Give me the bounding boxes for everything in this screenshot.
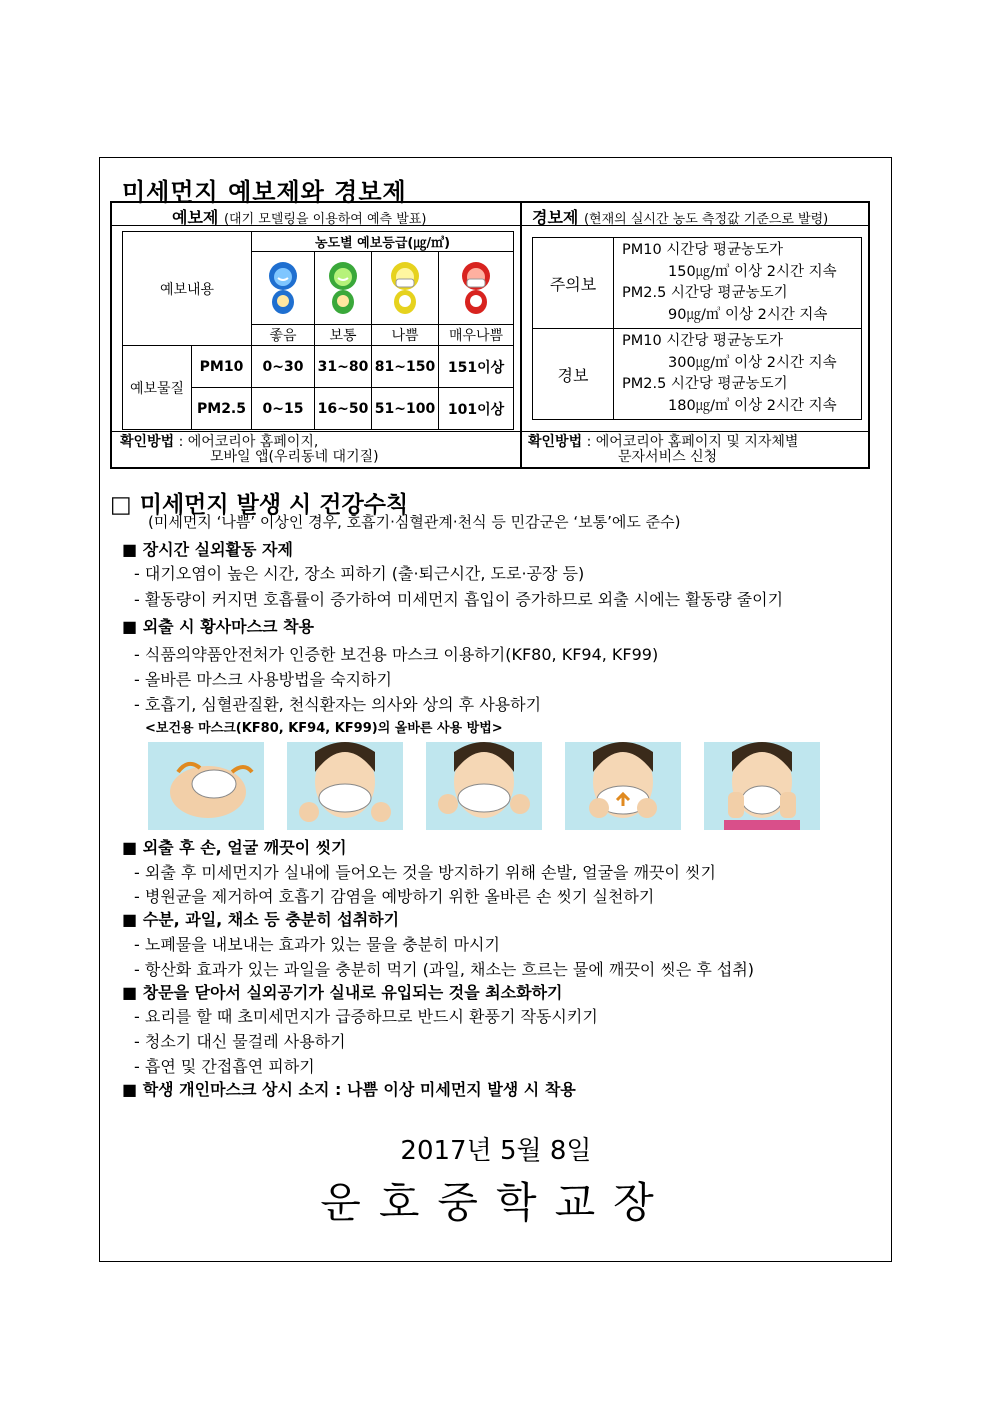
warning-line3: PM2.5 시간당 평균농도기 xyxy=(622,376,788,392)
pm10-bad: 81~150 xyxy=(372,346,439,388)
bullet-3-item-2: - 병원균을 제거하여 호흡기 감염을 예방하기 위한 올바른 손 씻기 실천하기 xyxy=(134,887,655,906)
document-date: 2017년 5월 8일 xyxy=(400,1136,592,1166)
alert-level-warning: 경보 xyxy=(533,329,614,420)
health-subtitle: (미세먼지 ‘나쁨’ 이상인 경우, 호흡기·심혈관계·천식 등 민감군은 ‘보통’에도 준수) xyxy=(148,513,681,531)
mask-caption: <보건용 마스크(KF80, KF94, KF99)의 올바른 사용 방법> xyxy=(145,721,503,736)
bullet-5-item-3: - 흡연 및 간접흡연 피하기 xyxy=(134,1057,315,1076)
mask-step-5-image xyxy=(704,742,820,830)
bullet-2-item-2: - 올바른 마스크 사용방법을 숙지하기 xyxy=(134,670,392,689)
school-principal: 운호중학교장 xyxy=(320,1178,672,1227)
bullet-1-item-1: - 대기오염이 높은 시간, 장소 피하기 (출·퇴근시간, 도로·공장 등) xyxy=(134,564,585,583)
mask-step-1-image xyxy=(148,742,264,830)
warning-line4: 180㎍/㎥ 이상 2시간 지속 xyxy=(668,397,837,414)
page-title: 미세먼지 예보제와 경보제 xyxy=(122,178,407,206)
pm25-bad: 51~100 xyxy=(372,388,439,430)
bullet-3-item-1: - 외출 후 미세먼지가 실내에 들어오는 것을 방지하기 위해 손발, 얼굴을 깨끗이 씻기 xyxy=(134,863,716,882)
pm10-label: PM10 xyxy=(192,346,252,388)
grade-normal: 보통 xyxy=(315,325,372,346)
bullet-5-item-1: - 요리를 할 때 초미세먼지가 급증하므로 반드시 환풍기 작동시키기 xyxy=(134,1007,598,1026)
health-title: □ 미세먼지 발생 시 건강수칙 xyxy=(110,492,409,518)
bullet-6: ■ 학생 개인마스크 상시 소지 : 나쁨 이상 미세먼지 발생 시 착용 xyxy=(122,1080,576,1099)
bullet-4: ■ 수분, 과일, 채소 등 충분히 섭취하기 xyxy=(122,910,400,929)
advisory-line4: 90㎍/㎥ 이상 2시간 지속 xyxy=(668,306,828,323)
substance-label: 예보물질 xyxy=(123,346,192,430)
pm10-very-bad: 151이상 xyxy=(439,346,514,388)
alert-confirm: 확인방법 : 에어코리아 홈페이지 및 지자체별 문자서비스 신청 xyxy=(528,434,799,465)
warning-line2: 300㎍/㎥ 이상 2시간 지속 xyxy=(668,354,837,371)
warning-line1: PM10 시간당 평균농도가 xyxy=(622,333,783,349)
grade-good: 좋음 xyxy=(252,325,315,346)
bullet-1-item-2: - 활동량이 커지면 호흡률이 증가하여 미세먼지 흡입이 증가하므로 외출 시에는 활동량 줄이기 xyxy=(134,590,784,609)
normal-face-icon xyxy=(323,260,363,316)
pm10-good: 0~30 xyxy=(252,346,315,388)
bullet-4-item-1: - 노폐물을 내보내는 효과가 있는 물을 충분히 마시기 xyxy=(134,935,500,954)
mask-step-3-image xyxy=(426,742,542,830)
mask-step-4-image xyxy=(565,742,681,830)
bullet-2-item-3: - 호흡기, 심혈관질환, 천식환자는 의사와 상의 후 사용하기 xyxy=(134,695,542,714)
bullet-5-item-2: - 청소기 대신 물걸레 사용하기 xyxy=(134,1032,346,1051)
forecast-header: 예보제 (대기 모델링을 이용하여 예측 발표) xyxy=(172,208,427,227)
grade-very-bad: 매우나쁨 xyxy=(439,325,514,346)
pm25-normal: 16~50 xyxy=(315,388,372,430)
alert-level-advisory: 주의보 xyxy=(533,238,614,329)
forecast-table xyxy=(122,231,514,430)
content-label: 예보내용 xyxy=(123,232,252,346)
bullet-2-item-1: - 식품의약품안전처가 인증한 보건용 마스크 이용하기(KF80, KF94, KF99) xyxy=(134,645,659,664)
bullet-1: ■ 장시간 실외활동 자제 xyxy=(122,540,293,559)
good-face-icon xyxy=(263,260,303,316)
bullet-5: ■ 창문을 닫아서 실외공기가 실내로 유입되는 것을 최소화하기 xyxy=(122,983,563,1002)
pm25-good: 0~15 xyxy=(252,388,315,430)
alert-header: 경보제 (현재의 실시간 농도 측정값 기준으로 발령) xyxy=(532,208,829,227)
forecast-confirm: 확인방법 : 에어코리아 홈페이지, 모바일 앱(우리동네 대기질) xyxy=(120,434,379,465)
grade-title: 농도별 예보등급(㎍/㎥) xyxy=(252,232,514,252)
very-bad-face-icon xyxy=(456,260,496,316)
bullet-4-item-2: - 항산화 효과가 있는 과일을 충분히 먹기 (과일, 채소는 흐르는 물에 깨끗이 씻은 후 섭취) xyxy=(134,960,755,979)
advisory-line2: 150㎍/㎥ 이상 2시간 지속 xyxy=(668,263,837,280)
grade-bad: 나쁨 xyxy=(372,325,439,346)
forecast-alert-box xyxy=(110,201,870,469)
pm25-label: PM2.5 xyxy=(192,388,252,430)
pm10-normal: 31~80 xyxy=(315,346,372,388)
advisory-line3: PM2.5 시간당 평균농도기 xyxy=(622,285,788,301)
bullet-3: ■ 외출 후 손, 얼굴 깨끗이 씻기 xyxy=(122,838,347,857)
alert-table xyxy=(532,237,862,420)
pm25-very-bad: 101이상 xyxy=(439,388,514,430)
advisory-line1: PM10 시간당 평균농도가 xyxy=(622,242,783,258)
bad-face-icon xyxy=(385,260,425,316)
mask-step-2-image xyxy=(287,742,403,830)
mask-usage-illustrations xyxy=(148,742,820,830)
bullet-2: ■ 외출 시 황사마스크 착용 xyxy=(122,617,314,636)
